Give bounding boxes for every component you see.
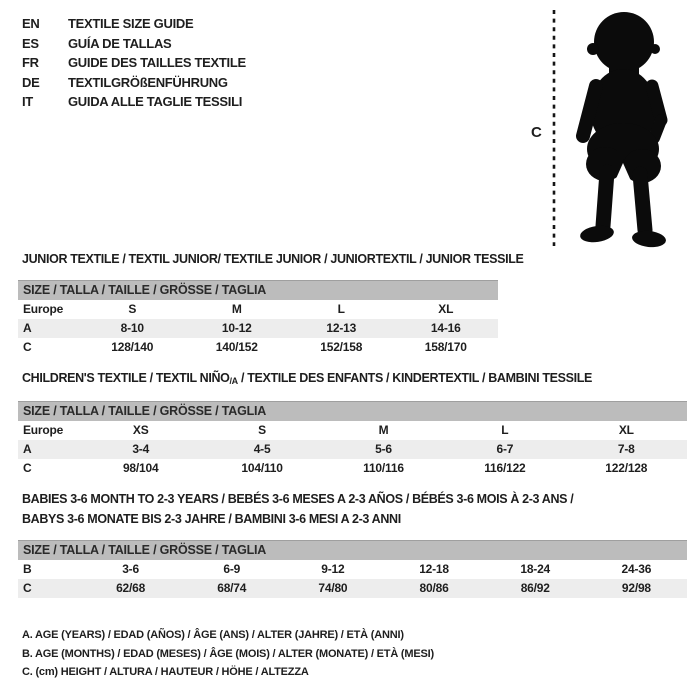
language-row	[22, 53, 246, 73]
size-header-bar: SIZE / TALLA / TAILLE / GRÖSSE / TAGLIA	[18, 281, 498, 300]
size-header-bar: SIZE / TALLA / TAILLE / GRÖSSE / TAGLIA	[18, 402, 687, 421]
size-cell: 18-24	[520, 562, 551, 576]
children-section-title	[22, 369, 592, 392]
table-row	[18, 338, 498, 357]
language-title: GUIDA ALLE TAGLIE TESSILI	[68, 94, 243, 110]
size-cell: 140/152	[215, 340, 258, 354]
language-title: GUÍA DE TALLAS	[68, 35, 172, 51]
table-row	[18, 319, 498, 338]
junior-section-title: JUNIOR TEXTILE / TEXTIL JUNIOR/ TEXTILE JUNIOR / JUNIORTEXTIL / JUNIOR TESSILE	[22, 252, 524, 266]
language-row	[22, 34, 246, 54]
size-cell: 4-5	[201, 440, 322, 459]
row-label: Europe	[23, 302, 64, 316]
size-cell: 116/122	[484, 461, 526, 475]
size-cell: XL	[618, 423, 634, 437]
size-cell: 7-8	[566, 440, 687, 459]
size-cell: 74/80	[282, 579, 383, 598]
row-label: C	[18, 579, 80, 598]
row-label: C	[23, 340, 32, 354]
row-label: Europe	[23, 423, 64, 437]
children-title-main: CHILDREN'S TEXTILE / TEXTIL NIÑO	[22, 371, 230, 385]
size-cell: 6-9	[223, 562, 241, 576]
size-cell: 98/104	[122, 461, 159, 475]
footnote-b: B. AGE (MONTHS) / EDAD (MESES) / ÂGE (MOIS) / ALTER (MONATE) / ETÀ (MESI)	[22, 647, 434, 660]
language-title: TEXTILE SIZE GUIDE	[68, 16, 194, 31]
table-row	[18, 402, 687, 421]
size-cell: 8-10	[80, 319, 185, 338]
size-cell: 86/92	[485, 579, 586, 598]
size-cell: XS	[132, 423, 149, 437]
table-row	[18, 560, 687, 579]
size-cell: M	[231, 302, 242, 316]
language-code: ES	[22, 35, 39, 51]
child-figure-block	[520, 0, 700, 256]
language-row	[22, 14, 246, 34]
size-cell: 152/158	[320, 340, 363, 354]
size-cell: 158/170	[424, 340, 467, 354]
size-cell: 9-12	[321, 562, 345, 576]
language-code: EN	[22, 16, 40, 31]
table-row	[18, 459, 687, 478]
size-cell: 12-13	[289, 319, 394, 338]
height-dotted-line-icon	[550, 8, 558, 248]
toddler-silhouette-icon	[560, 6, 690, 251]
size-cell: 68/74	[181, 579, 282, 598]
language-code: IT	[22, 94, 33, 110]
size-cell: S	[258, 423, 266, 437]
junior-size-table	[18, 280, 498, 357]
row-label: C	[23, 461, 32, 475]
row-label: A	[18, 440, 80, 459]
size-cell: 24-36	[621, 562, 652, 576]
language-row	[22, 73, 246, 93]
size-cell: L	[337, 302, 345, 316]
size-cell: 122/128	[605, 461, 648, 475]
footnote-list	[22, 626, 434, 682]
size-cell: 104/110	[241, 461, 283, 475]
table-row	[18, 281, 498, 300]
children-title-rest: / TEXTILE DES ENFANTS / KINDERTEXTIL / BAMBINI TESSILE	[237, 371, 593, 385]
table-row	[18, 579, 687, 598]
language-code: FR	[22, 55, 39, 71]
size-cell: L	[501, 423, 509, 437]
babies-section-title	[22, 490, 672, 529]
row-label: A	[18, 319, 80, 338]
footnote-a: A. AGE (YEARS) / EDAD (AÑOS) / ÂGE (ANS) / ALTER (JAHRE) / ETÀ (ANNI)	[22, 629, 404, 641]
footnote-c: C. (cm) HEIGHT / ALTURA / HAUTEUR / HÖHE / ALTEZZA	[22, 666, 309, 679]
size-cell: 5-6	[323, 440, 444, 459]
children-title-subscript: /A	[229, 376, 238, 386]
size-cell: 3-4	[80, 440, 201, 459]
size-cell: 10-12	[185, 319, 290, 338]
language-title: GUIDE DES TAILLES TEXTILE	[68, 55, 246, 71]
size-header-bar: SIZE / TALLA / TAILLE / GRÖSSE / TAGLIA	[18, 541, 687, 560]
table-row	[18, 300, 498, 319]
table-row	[18, 440, 687, 459]
size-cell: 6-7	[444, 440, 565, 459]
size-cell: XL	[438, 302, 454, 316]
size-cell: 12-18	[419, 562, 449, 576]
babies-size-table	[18, 540, 687, 598]
size-cell: 62/68	[80, 579, 181, 598]
height-measure-label: C	[531, 124, 542, 141]
babies-title-line2: BABYS 3-6 MONATE BIS 2-3 JAHRE / BAMBINI 3-6 MESI A 2-3 ANNI	[22, 511, 401, 526]
size-cell: 110/116	[363, 461, 404, 475]
table-row	[18, 541, 687, 560]
table-row	[18, 421, 687, 440]
size-cell: 92/98	[586, 579, 687, 598]
size-cell: S	[128, 302, 137, 316]
babies-title-line1: BABIES 3-6 MONTH TO 2-3 YEARS / BEBÉS 3-6 MESES A 2-3 AÑOS / BÉBÉS 3-6 MOIS À 2-3 ANS /	[22, 492, 574, 506]
size-cell: 128/140	[111, 340, 154, 354]
size-cell: 14-16	[394, 319, 499, 338]
size-cell: M	[378, 423, 389, 437]
language-code: DE	[22, 74, 40, 90]
size-cell: 3-6	[122, 562, 139, 576]
language-title-list	[22, 14, 246, 112]
language-row	[22, 92, 246, 112]
size-cell: 80/86	[383, 579, 484, 598]
language-title: TEXTILGRÖßENFÜHRUNG	[68, 74, 228, 90]
row-label: B	[23, 562, 32, 576]
children-size-table	[18, 401, 687, 478]
